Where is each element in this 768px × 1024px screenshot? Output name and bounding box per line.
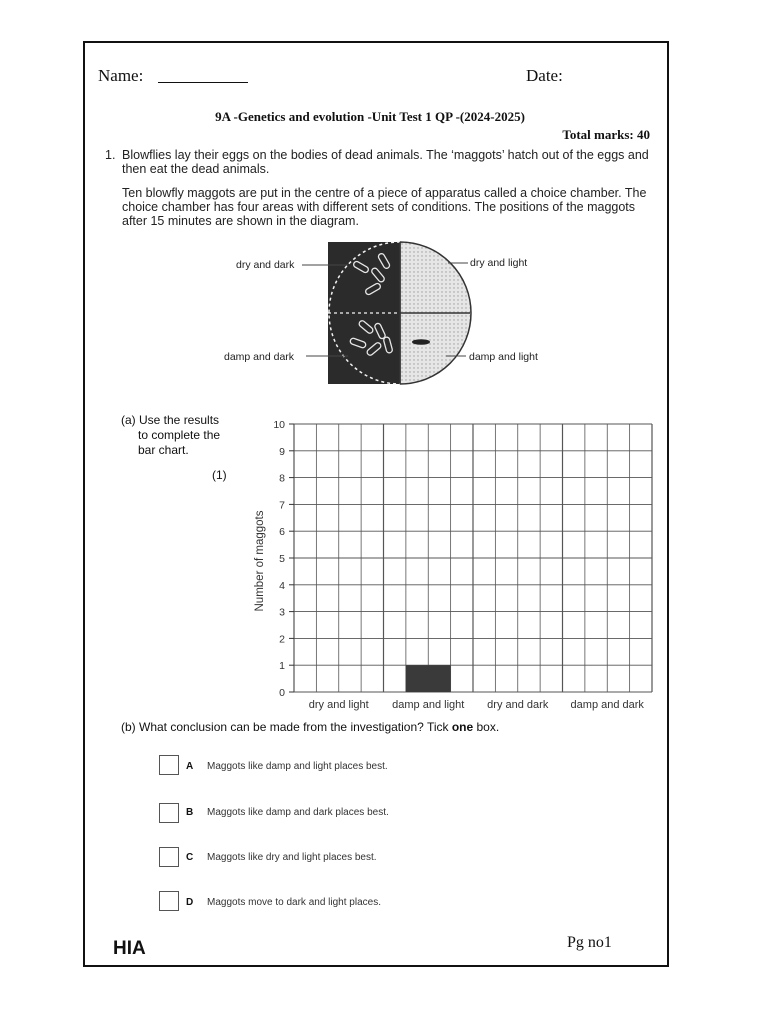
y-tick-label: 10 — [273, 419, 285, 431]
part-b-prompt-start: (b) What conclusion can be made from the investigation? Tick — [121, 720, 452, 734]
option-a-letter: A — [186, 761, 194, 772]
x-tick-label: dry and dark — [487, 699, 549, 711]
option-b-text: Maggots like damp and dark places best. — [207, 807, 389, 818]
part-a-line: (a) Use the results — [121, 413, 220, 427]
part-b-prompt-end: box. — [473, 720, 500, 734]
option-a-checkbox[interactable] — [159, 755, 179, 775]
x-tick-label: damp and light — [392, 699, 465, 711]
option-c-checkbox[interactable] — [159, 847, 179, 867]
part-b-prompt — [121, 720, 499, 734]
name-label: Name: — [98, 66, 144, 85]
label-dry-dark: dry and dark — [236, 259, 295, 271]
y-tick-label: 5 — [279, 553, 285, 565]
part-a-line: to complete the — [138, 428, 221, 442]
question-context-line: after 15 minutes are shown in the diagram. — [122, 214, 359, 228]
part-a-marks: (1) — [212, 468, 227, 482]
y-tick-label: 8 — [279, 472, 285, 485]
bar-chart[interactable] — [262, 412, 662, 716]
y-tick-label: 0 — [279, 687, 285, 699]
question-intro-line: Blowflies lay their eggs on the bodies of dead animals. The ‘maggots’ hatch out of the eggs and — [122, 148, 649, 162]
test-title: 9A -Genetics and evolution -Unit Test 1 QP -(2024-2025) — [215, 109, 525, 124]
part-a-instruction — [121, 413, 220, 458]
question-intro-line: then eat the dead animals. — [122, 162, 270, 176]
option-c-letter: C — [186, 852, 194, 863]
option-d-checkbox[interactable] — [159, 891, 179, 911]
part-a-line: bar chart. — [138, 443, 189, 457]
y-tick-label: 7 — [279, 499, 285, 512]
option-b-letter: B — [186, 807, 194, 818]
label-dry-light: dry and light — [470, 257, 528, 269]
date-label: Date: — [526, 66, 563, 85]
maggot-damp-light — [412, 339, 430, 345]
option-b-checkbox[interactable] — [159, 803, 179, 823]
x-tick-label: dry and light — [308, 699, 369, 711]
question-context — [122, 186, 650, 228]
y-tick-label: 3 — [279, 606, 285, 619]
chart-y-axis-label: Number of maggots — [254, 510, 266, 612]
option-d-letter: D — [186, 897, 194, 908]
option-c-text: Maggots like dry and light places best. — [207, 852, 377, 863]
option-d-text: Maggots move to dark and light places. — [207, 897, 381, 908]
y-tick-label: 6 — [279, 526, 285, 539]
y-tick-label: 4 — [279, 579, 285, 592]
y-tick-label: 1 — [279, 660, 285, 673]
part-b-prompt-emphasis: one — [451, 720, 474, 734]
footer-page-number: Pg no1 — [567, 934, 612, 951]
question-intro — [122, 148, 650, 176]
question-context-line: Ten blowfly maggots are put in the centre of a piece of apparatus called a choice chamber. The — [122, 186, 647, 200]
y-tick-label: 9 — [279, 445, 285, 458]
option-a-text: Maggots like damp and light places best. — [207, 761, 388, 772]
name-blank-line[interactable] — [158, 82, 248, 83]
total-marks: Total marks: 40 — [562, 127, 650, 142]
x-tick-label: damp and dark — [570, 699, 644, 711]
footer-school-code: HIA — [113, 938, 146, 959]
question-context-line: choice chamber has four areas with different sets of conditions. The positions of the maggots — [122, 200, 636, 214]
question-number: 1. — [105, 148, 116, 162]
label-damp-dark: damp and dark — [224, 351, 295, 363]
y-tick-label: 2 — [279, 633, 285, 646]
bar-damp-and-light — [406, 665, 451, 692]
label-damp-light: damp and light — [469, 351, 538, 363]
